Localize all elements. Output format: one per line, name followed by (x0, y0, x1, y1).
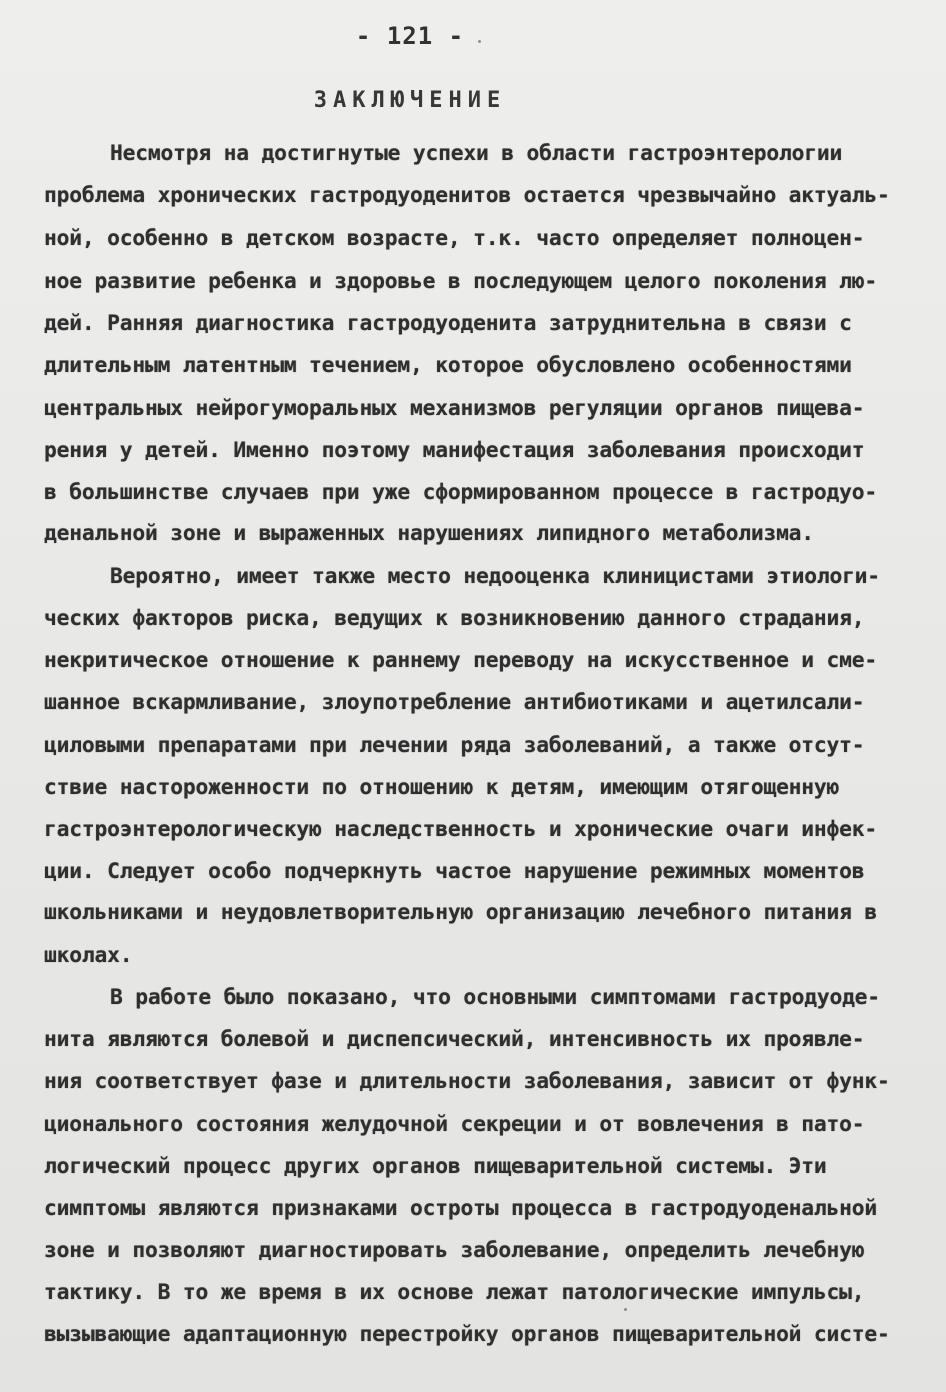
text-line: ционального состояния желудочной секреции и от вовлечения в пато- (44, 1112, 865, 1137)
scan-speck (624, 1308, 627, 1311)
page-number: - 121 - (355, 22, 465, 50)
text-line: школах. (44, 943, 133, 968)
text-line: Вероятно, имеет также место недооценка клиницистами этиологи- (110, 564, 880, 589)
scan-speck (478, 40, 481, 43)
section-heading: ЗАКЛЮЧЕНИЕ (313, 88, 507, 113)
text-line: рения у детей. Именно поэтому манифестация заболевания происходит (44, 438, 865, 463)
text-line: ния соответствует фазе и длительности заболевания, зависит от функ- (44, 1069, 890, 1094)
text-line: логический процесс других органов пищеварительной системы. Эти (44, 1154, 827, 1179)
text-line: симптомы являются признаками остроты процесса в гастродуоденальной (44, 1196, 878, 1221)
text-line: ной, особенно в детском возрасте, т.к. часто определяет полноцен- (44, 226, 865, 251)
text-line: ции. Следует особо подчеркнуть частое нарушение режимных моментов (44, 859, 865, 884)
text-line: нита являются болевой и диспепсический, интенсивность их проявле- (44, 1027, 865, 1052)
text-line: центральных нейрогуморальных механизмов регуляции органов пищева- (44, 396, 865, 421)
text-line: денальной зоне и выраженных нарушениях липидного метаболизма. (44, 521, 814, 546)
text-line: тактику. В то же время в их основе лежат патологические импульсы, (44, 1280, 865, 1305)
text-line: циловыми препаратами при лечении ряда заболеваний, а также отсут- (44, 733, 865, 758)
text-line: в большинстве случаев при уже сформированном процессе в гастродуо- (44, 480, 878, 505)
text-line: некритическое отношение к раннему переводу на искусственное и сме- (44, 648, 878, 673)
text-line: шанное вскармливание, злоупотребление антибиотиками и ацетилсали- (44, 690, 865, 715)
text-line: ствие настороженности по отношению к детям, имеющим отягощенную (44, 775, 840, 800)
text-line: дей. Ранняя диагностика гастродуоденита затруднительна в связи с (44, 311, 852, 336)
text-line: вызывающие адаптационную перестройку органов пищеварительной систе- (44, 1322, 890, 1347)
text-line: зоне и позволяют диагностировать заболевание, определить лечебную (44, 1238, 865, 1263)
text-line: длительным латентным течением, которое обусловлено особенностями (44, 353, 852, 378)
text-line: ческих факторов риска, ведущих к возникновению данного страдания, (44, 606, 865, 631)
text-line: проблема хронических гастродуоденитов остается чрезвычайно актуаль- (44, 183, 890, 208)
text-line: гастроэнтерологическую наследственность и хронические очаги инфек- (44, 817, 878, 842)
text-line: школьниками и неудовлетворительную организацию лечебного питания в (44, 900, 878, 925)
text-line: Несмотря на достигнутые успехи в области гастроэнтерологии (110, 141, 843, 166)
text-line: В работе было показано, что основными симптомами гастродуоде- (110, 985, 880, 1010)
text-line: ное развитие ребенка и здоровье в последующем целого поколения лю- (44, 269, 878, 294)
